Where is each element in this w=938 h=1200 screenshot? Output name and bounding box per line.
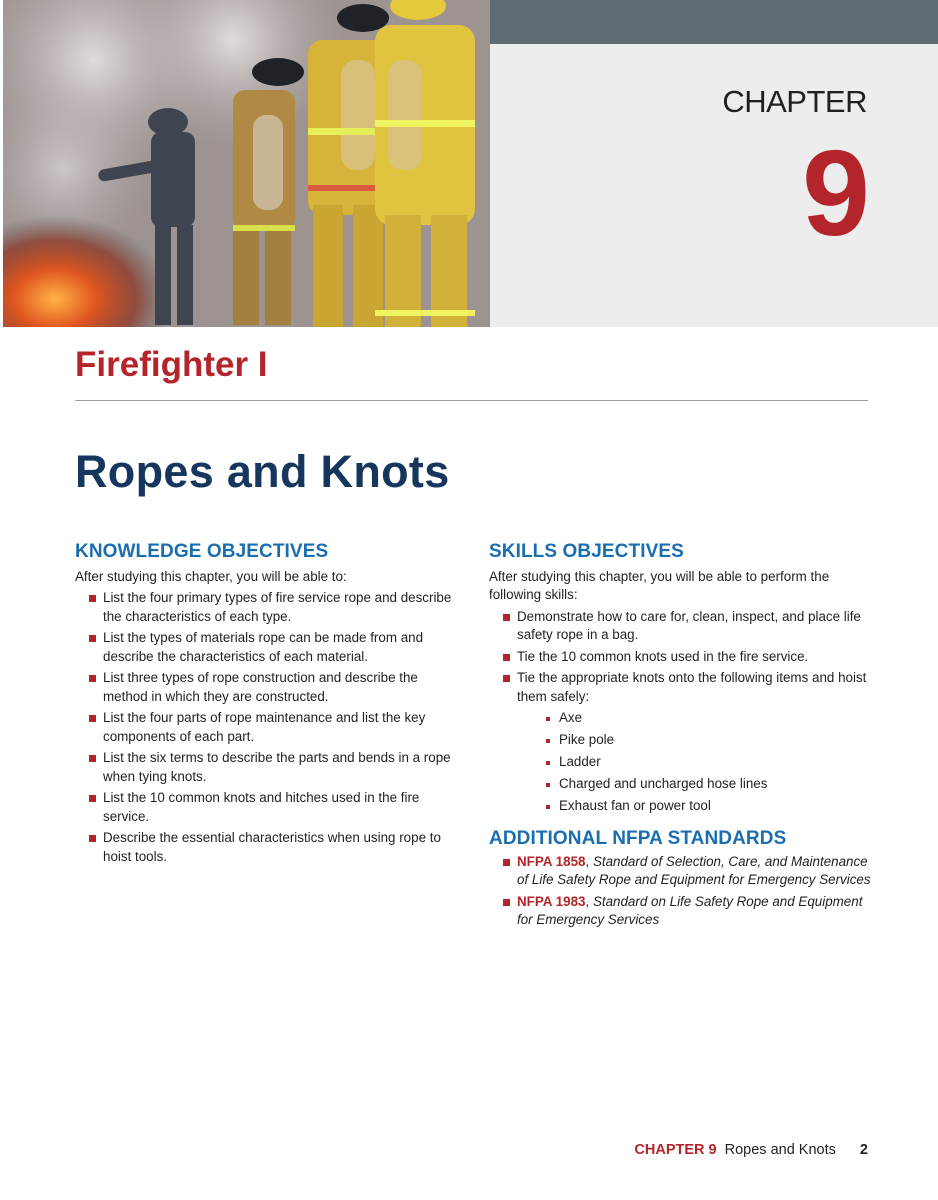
firefighters-photo — [3, 0, 490, 327]
knowledge-objectives-section — [75, 541, 455, 869]
nfpa-separator: , — [585, 893, 593, 909]
skills-list — [489, 608, 875, 816]
chapter-label: CHAPTER — [722, 84, 867, 119]
list-item-text: Tie the appropriate knots onto the following items and hoist them safely: — [517, 670, 867, 704]
knowledge-intro: After studying this chapter, you will be able to: — [75, 568, 347, 584]
hoist-items-list — [517, 709, 875, 816]
chapter-title: Ropes and Knots — [75, 446, 450, 497]
nfpa-item — [489, 893, 875, 930]
nfpa-code: NFPA 1983 — [517, 893, 586, 909]
skills-objectives-heading: SKILLS OBJECTIVES — [489, 541, 684, 562]
nfpa-separator: , — [585, 853, 593, 869]
list-item: List the 10 common knots and hitches used in the fire service. — [75, 789, 455, 826]
course-level: Firefighter I — [75, 345, 268, 384]
sub-list-item: Pike pole — [517, 731, 875, 750]
knowledge-list — [75, 589, 455, 866]
list-item: List the four parts of rope maintenance and list the key components of each part. — [75, 709, 455, 746]
page-number: 2 — [859, 1142, 868, 1158]
nfpa-standards-heading: ADDITIONAL NFPA STANDARDS — [489, 827, 787, 849]
nfpa-code: NFPA 1858 — [517, 853, 586, 869]
sub-list-item: Axe — [517, 709, 875, 728]
list-item: List the types of materials rope can be made from and describe the characteristics of each material. — [75, 629, 455, 666]
chapter-panel — [490, 44, 938, 327]
list-item: List the four primary types of fire service rope and describe the characteristics of each type. — [75, 589, 455, 626]
list-item: Demonstrate how to care for, clean, inspect, and place life safety rope in a bag. — [489, 608, 875, 645]
footer-chapter-title: Ropes and Knots — [724, 1142, 836, 1158]
nfpa-title: Standard on Life Safety Rope and Equipment for Emergency Services — [517, 893, 863, 928]
header-grey-band — [490, 0, 938, 44]
page-footer — [634, 1143, 868, 1158]
skills-intro: After studying this chapter, you will be able to perform the following skills: — [489, 568, 830, 603]
nfpa-item — [489, 853, 875, 890]
footer-chapter-label: CHAPTER 9 — [634, 1142, 717, 1158]
nfpa-list — [489, 853, 875, 930]
skills-objectives-section — [489, 541, 875, 933]
sub-list-item: Charged and uncharged hose lines — [517, 775, 875, 794]
sub-list-item: Exhaust fan or power tool — [517, 797, 875, 816]
list-item: List the six terms to describe the parts and bends in a rope when tying knots. — [75, 749, 455, 786]
chapter-number: 9 — [802, 125, 866, 261]
knowledge-objectives-heading: KNOWLEDGE OBJECTIVES — [75, 541, 329, 562]
title-divider — [75, 400, 868, 401]
list-item: Describe the essential characteristics when using rope to hoist tools. — [75, 829, 455, 866]
nfpa-title: Standard of Selection, Care, and Maintenance of Life Safety Rope and Equipment for Emergency Services — [517, 853, 871, 888]
list-item — [489, 669, 875, 816]
list-item: List three types of rope construction and describe the method in which they are constructed. — [75, 669, 455, 706]
list-item: Tie the 10 common knots used in the fire service. — [489, 648, 875, 667]
sub-list-item: Ladder — [517, 753, 875, 772]
